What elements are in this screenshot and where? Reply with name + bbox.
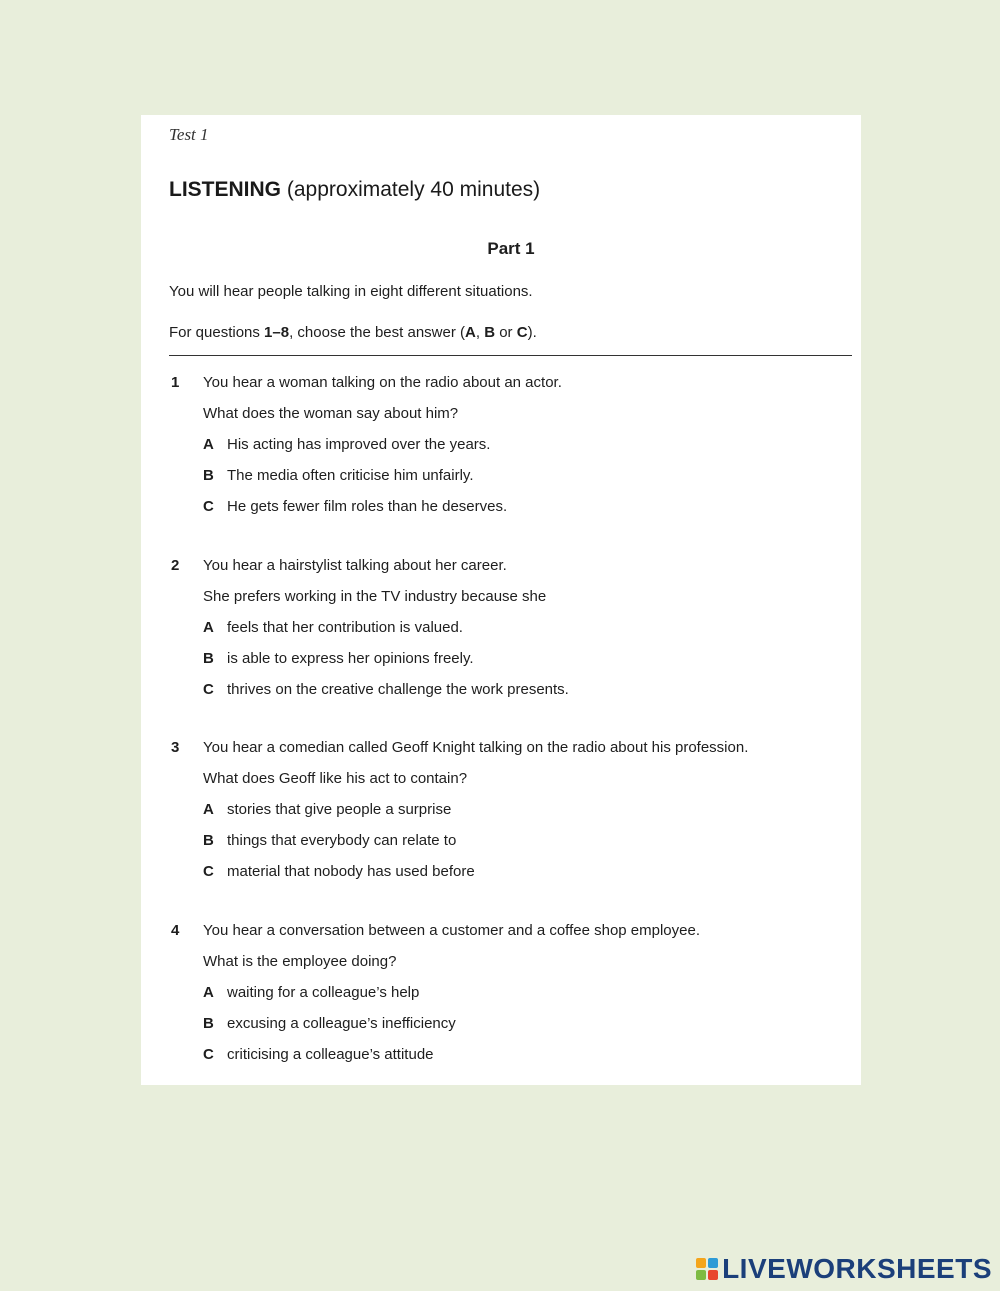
option-letter: C bbox=[203, 681, 214, 698]
answer-option[interactable] bbox=[169, 467, 849, 498]
question-number: 1 bbox=[171, 374, 180, 391]
option-letter: B bbox=[203, 832, 214, 849]
question-prompt: What does the woman say about him? bbox=[203, 405, 459, 422]
option-text: material that nobody has used before bbox=[227, 863, 475, 880]
answer-option[interactable] bbox=[169, 498, 849, 529]
option-text: criticising a colleague’s attitude bbox=[227, 1046, 434, 1063]
section-heading bbox=[169, 178, 540, 202]
intro-instructions bbox=[169, 324, 537, 341]
intro-part: ). bbox=[527, 324, 537, 341]
option-letter: B bbox=[203, 650, 214, 667]
answer-option[interactable] bbox=[169, 681, 849, 712]
intro-letter-c: C bbox=[516, 324, 528, 341]
option-text: is able to express her opinions freely. bbox=[227, 650, 474, 667]
intro-part: or bbox=[495, 324, 517, 341]
option-letter: B bbox=[203, 1015, 214, 1032]
option-letter: A bbox=[203, 801, 214, 818]
option-text: The media often criticise him unfairly. bbox=[227, 467, 474, 484]
logo-square-icon bbox=[696, 1258, 706, 1268]
answer-option[interactable] bbox=[169, 619, 849, 650]
answer-option[interactable] bbox=[169, 832, 849, 863]
liveworksheets-logo[interactable] bbox=[696, 1253, 992, 1285]
section-heading-title: LISTENING bbox=[169, 178, 282, 201]
question-prompt-line bbox=[169, 953, 849, 984]
question-prompt-line bbox=[169, 405, 849, 436]
option-text: His acting has improved over the years. bbox=[227, 436, 491, 453]
question-prompt-line bbox=[169, 770, 849, 801]
answer-option[interactable] bbox=[169, 1046, 849, 1077]
intro-situations: You will hear people talking in eight different situations. bbox=[169, 283, 533, 300]
option-letter: B bbox=[203, 467, 214, 484]
option-text: excusing a colleague’s inefficiency bbox=[227, 1015, 456, 1032]
question-number: 4 bbox=[171, 922, 180, 939]
question-context: You hear a comedian called Geoff Knight talking on the radio about his profession. bbox=[203, 739, 749, 756]
answer-option[interactable] bbox=[169, 863, 849, 894]
worksheet-page bbox=[141, 115, 861, 1085]
question-context-line bbox=[169, 557, 849, 588]
logo-mark-icon bbox=[696, 1258, 718, 1280]
question-context-line bbox=[169, 922, 849, 953]
question-number: 2 bbox=[171, 557, 180, 574]
intro-letter-a: A bbox=[465, 324, 476, 341]
question-prompt: What does Geoff like his act to contain? bbox=[203, 770, 468, 787]
intro-question-range: 1–8 bbox=[264, 324, 290, 341]
question-context-line bbox=[169, 739, 849, 770]
question-1 bbox=[169, 374, 849, 529]
intro-letter-b: B bbox=[484, 324, 496, 341]
question-context: You hear a hairstylist talking about her career. bbox=[203, 557, 507, 574]
logo-square-icon bbox=[708, 1258, 718, 1268]
question-prompt: She prefers working in the TV industry because she bbox=[203, 588, 547, 605]
intro-part: , choose the best answer ( bbox=[289, 324, 466, 341]
answer-option[interactable] bbox=[169, 1015, 849, 1046]
option-letter: C bbox=[203, 498, 214, 515]
question-prompt-line bbox=[169, 588, 849, 619]
option-letter: A bbox=[203, 984, 214, 1001]
option-text: thrives on the creative challenge the work presents. bbox=[227, 681, 569, 698]
intro-part: For questions bbox=[169, 324, 265, 341]
option-text: waiting for a colleague’s help bbox=[227, 984, 420, 1001]
answer-option[interactable] bbox=[169, 650, 849, 681]
option-letter: A bbox=[203, 436, 214, 453]
option-text: stories that give people a surprise bbox=[227, 801, 452, 818]
section-heading-duration: (approximately 40 minutes) bbox=[286, 178, 541, 201]
option-letter: C bbox=[203, 1046, 214, 1063]
answer-option[interactable] bbox=[169, 984, 849, 1015]
part-title: Part 1 bbox=[487, 239, 535, 258]
logo-text: LIVEWORKSHEETS bbox=[722, 1253, 992, 1284]
question-context: You hear a woman talking on the radio about an actor. bbox=[203, 374, 562, 391]
question-2 bbox=[169, 557, 849, 712]
question-3 bbox=[169, 739, 849, 894]
answer-option[interactable] bbox=[169, 801, 849, 832]
option-text: things that everybody can relate to bbox=[227, 832, 457, 849]
question-number: 3 bbox=[171, 739, 180, 756]
question-4 bbox=[169, 922, 849, 1077]
option-letter: C bbox=[203, 863, 214, 880]
question-prompt: What is the employee doing? bbox=[203, 953, 397, 970]
logo-square-icon bbox=[696, 1270, 706, 1280]
intro-part: , bbox=[475, 324, 485, 341]
logo-square-icon bbox=[708, 1270, 718, 1280]
test-label: Test 1 bbox=[169, 125, 209, 144]
option-text: He gets fewer film roles than he deserves. bbox=[227, 498, 508, 515]
question-context-line bbox=[169, 374, 849, 405]
option-letter: A bbox=[203, 619, 214, 636]
option-text: feels that her contribution is valued. bbox=[227, 619, 463, 636]
question-context: You hear a conversation between a customer and a coffee shop employee. bbox=[203, 922, 700, 939]
section-divider bbox=[169, 355, 852, 356]
answer-option[interactable] bbox=[169, 436, 849, 467]
